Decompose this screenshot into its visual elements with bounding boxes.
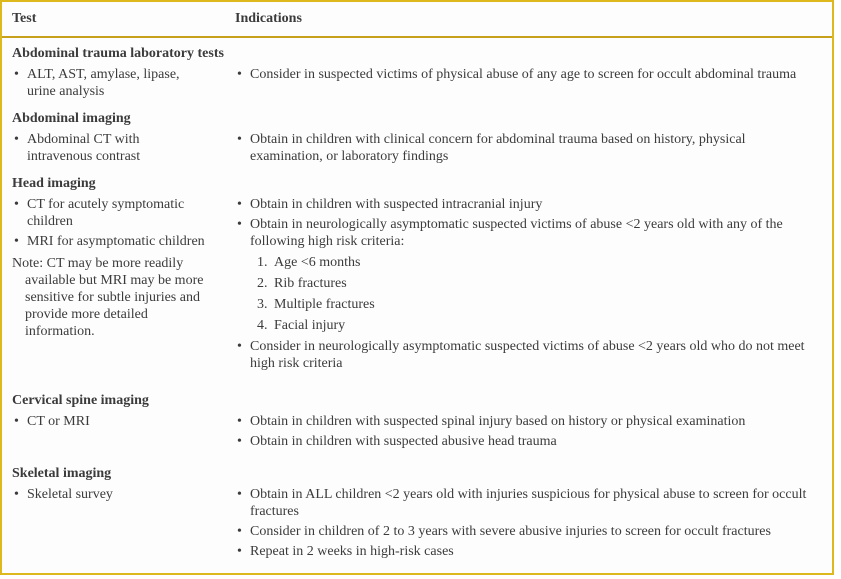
section-head-imaging: [2, 175, 832, 375]
test-list: [14, 196, 235, 250]
indication-list: [237, 66, 820, 83]
test-item: • CT for acutely symptomatic children: [14, 196, 206, 230]
indication-text: Obtain in neurologically asymptomatic suspected victims of abuse <2 years old with any of the following high risk criteria:: [250, 217, 783, 249]
test-item: • Skeletal survey: [14, 486, 206, 503]
indication-item: • Obtain in children with suspected abusive head trauma: [237, 433, 820, 450]
high-risk-criteria-list: [250, 254, 820, 334]
test-category-heading: Skeletal imaging: [12, 466, 112, 481]
test-category-heading: Abdominal imaging: [12, 111, 131, 126]
test-item: • ALT, AST, amylase, lipase, urine analysis: [14, 66, 206, 100]
section-cervical-spine-imaging: [2, 392, 832, 453]
table-header-row: [2, 2, 832, 38]
indication-item: • Consider in neurologically asymptomatic suspected victims of abuse <2 years old who do not meet high risk criteria: [237, 338, 820, 372]
criteria-item: 4. Facial injury: [271, 317, 820, 334]
test-cell: [2, 110, 235, 168]
section-abdominal-imaging: [2, 110, 832, 168]
section-skeletal-imaging: [2, 465, 832, 563]
indications-cell: [235, 45, 832, 103]
indications-cell: [235, 175, 832, 375]
indication-list: [237, 196, 820, 372]
test-category-heading: Head imaging: [12, 176, 96, 191]
indication-item: • Obtain in children with clinical concern for abdominal trauma based on history, physical examination, or laboratory findings: [237, 131, 820, 165]
indication-list: [237, 413, 820, 450]
indications-cell: [235, 392, 832, 453]
test-list: [14, 66, 235, 100]
test-item: • MRI for asymptomatic children: [14, 233, 206, 250]
criteria-item: 1. Age <6 months: [271, 254, 820, 271]
indication-item: [237, 216, 820, 334]
test-cell: [2, 45, 235, 103]
test-list: [14, 486, 235, 503]
test-item: • CT or MRI: [14, 413, 206, 430]
indication-item: • Consider in suspected victims of physical abuse of any age to screen for occult abdominal trauma: [237, 66, 820, 83]
indication-item: • Obtain in children with suspected spinal injury based on history or physical examination: [237, 413, 820, 430]
test-list: [14, 131, 235, 165]
test-category-heading: Abdominal trauma laboratory tests: [12, 46, 224, 61]
indications-cell: [235, 110, 832, 168]
indication-list: [237, 486, 820, 560]
indication-item: • Obtain in children with suspected intracranial injury: [237, 196, 820, 213]
test-note: Note: CT may be more readily available but MRI may be more sensitive for subtle injuries and provide more detailed information.: [12, 256, 204, 339]
column-header-test: Test: [12, 11, 37, 26]
test-list: [14, 413, 235, 430]
indication-item: • Obtain in ALL children <2 years old with injuries suspicious for physical abuse to screen for occult fractures: [237, 486, 820, 520]
criteria-item: 2. Rib fractures: [271, 275, 820, 292]
test-cell: [2, 465, 235, 563]
indications-cell: [235, 465, 832, 563]
section-abdominal-trauma-labs: [2, 45, 832, 103]
indication-list: [237, 131, 820, 165]
test-category-heading: Cervical spine imaging: [12, 393, 149, 408]
indication-item: • Repeat in 2 weeks in high-risk cases: [237, 543, 820, 560]
column-header-indications: Indications: [235, 11, 302, 26]
test-cell: [2, 175, 235, 375]
indication-item: • Consider in children of 2 to 3 years with severe abusive injuries to screen for occult fractures: [237, 523, 820, 540]
test-item: • Abdominal CT with intravenous contrast: [14, 131, 206, 165]
criteria-item: 3. Multiple fractures: [271, 296, 820, 313]
test-cell: [2, 392, 235, 453]
